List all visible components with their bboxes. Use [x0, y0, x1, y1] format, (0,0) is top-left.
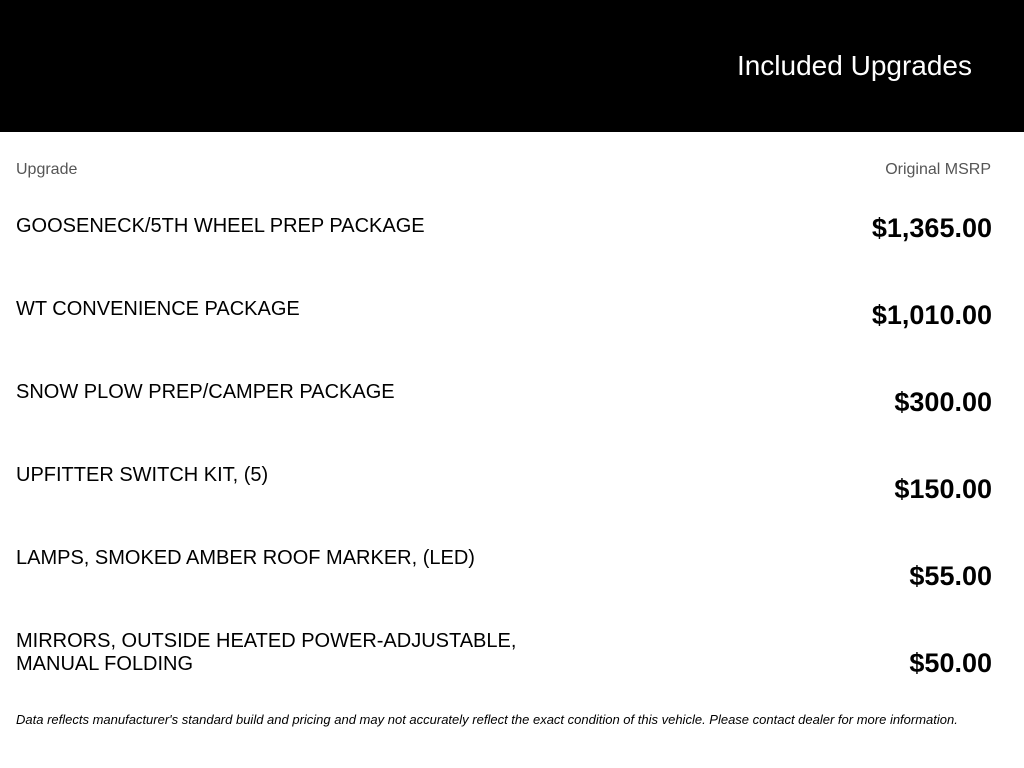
upgrade-price: $1,365.00 — [871, 213, 992, 243]
upgrade-row — [0, 381, 1024, 464]
upgrade-name: SNOW PLOW PREP/CAMPER PACKAGE — [16, 381, 395, 403]
upgrade-price: $1,010.00 — [871, 300, 992, 330]
upgrade-price: $150.00 — [894, 474, 992, 504]
upgrade-name: WT CONVENIENCE PACKAGE — [16, 298, 300, 320]
upgrade-row — [0, 215, 1024, 298]
upgrade-price: $55.00 — [909, 561, 992, 591]
upgrade-price: $300.00 — [894, 387, 992, 417]
upgrade-name: LAMPS, SMOKED AMBER ROOF MARKER, (LED) — [16, 547, 475, 569]
upgrade-price: $50.00 — [909, 648, 992, 678]
column-header-upgrade: Upgrade — [16, 161, 78, 178]
header-banner — [0, 0, 1024, 132]
disclaimer-text: Data reflects manufacturer's standard build and pricing and may not accurately reflect the exact condition of this vehicle. Please contact dealer for more information. — [16, 712, 958, 727]
upgrade-row — [0, 298, 1024, 381]
column-header-msrp: Original MSRP — [885, 161, 991, 178]
upgrade-name: GOOSENECK/5TH WHEEL PREP PACKAGE — [16, 215, 425, 237]
upgrade-name: MIRRORS, OUTSIDE HEATED POWER-ADJUSTABLE, MANUAL FOLDING — [16, 630, 517, 675]
page-title: Included Upgrades — [736, 50, 972, 81]
upgrade-row — [0, 630, 1024, 713]
upgrade-name: UPFITTER SWITCH KIT, (5) — [16, 464, 269, 486]
upgrade-row — [0, 547, 1024, 630]
upgrade-row — [0, 464, 1024, 547]
